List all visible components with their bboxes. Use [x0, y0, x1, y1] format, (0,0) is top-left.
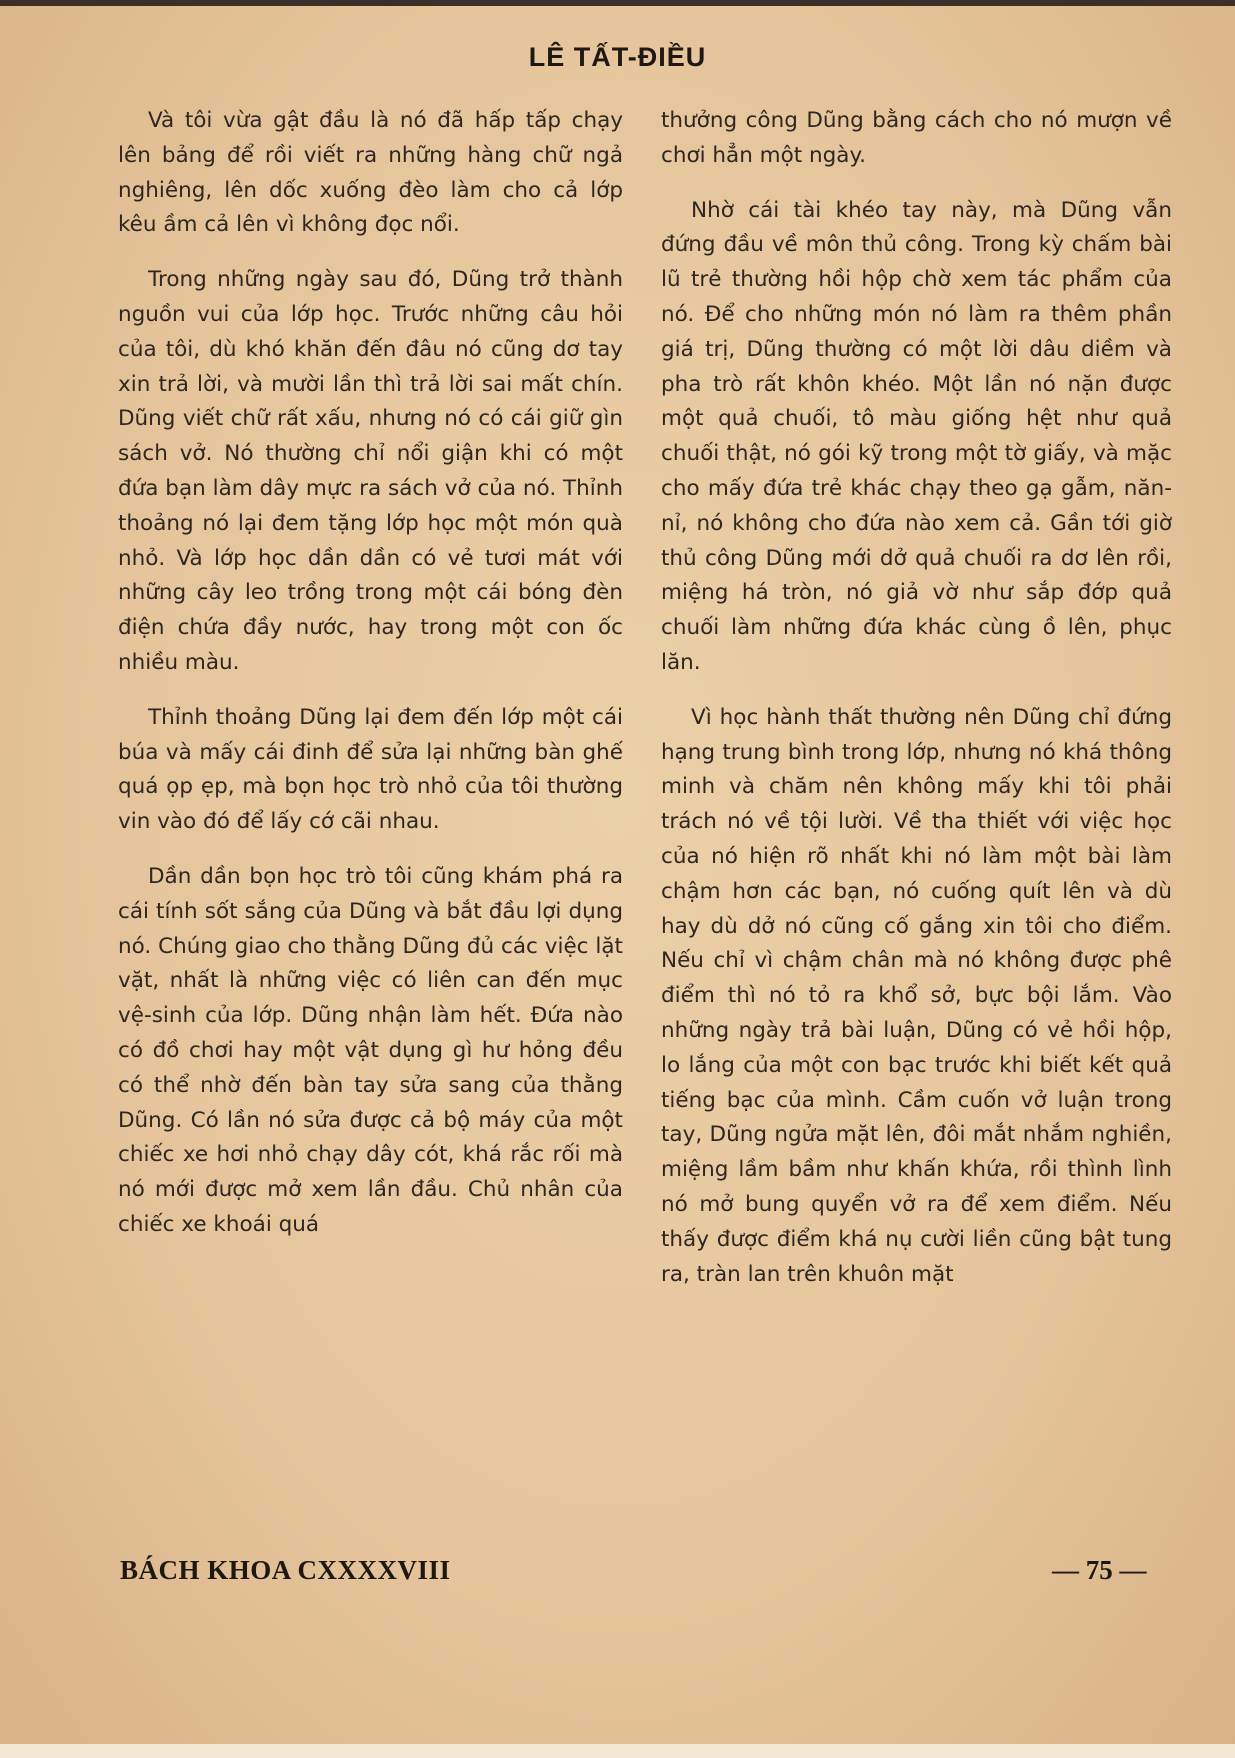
paragraph: Nhờ cái tài khéo tay này, mà Dũng vẫn đứng đầu về môn thủ công. Trong kỳ chấm bài lũ trẻ thường hồi hộp chờ xem tác phẩm của nó. Để cho những món nó làm ra thêm phần giá trị, Dũng thường có một lời dâu diềm và pha trò rất khôn khéo. Một lần nó nặn được một quả chuối, tô màu giống hệt như quả chuối thật, nó gói kỹ trong một tờ giấy, và mặc cho mấy đứa trẻ khác chạy theo gạ gẫm, năn-nỉ, nó không cho đứa nào xem cả. Gần tới giờ thủ công Dũng mới dở quả chuối ra dơ lên rồi, miệng há tròn, nó giả vờ như sắp đớp quả chuối làm những đứa khác cùng ồ lên, phục lăn. [661, 197, 1172, 675]
paragraph: Và tôi vừa gật đầu là nó đã hấp tấp chạy lên bảng để rồi viết ra những hàng chữ ngả nghiêng, lên dốc xuống đèo làm cho cả lớp kêu ầm cả lên vì không đọc nổi. [118, 108, 623, 238]
paragraph-continued: thưởng công Dũng bằng cách cho nó mượn về chơi hẳn một ngày. [661, 108, 1172, 168]
footer-publication: BÁCH KHOA CXXXXVIII [120, 1555, 451, 1585]
paragraph: Thỉnh thoảng Dũng lại đem đến lớp một cái búa và mấy cái đinh để sửa lại những bàn ghế quá ọp ẹp, mà bọn học trò nhỏ của tôi thường vin vào đó để lấy cớ cãi nhau. [118, 704, 623, 835]
footer-page-number: — 75 — [1052, 1555, 1147, 1585]
paragraph: Vì học hành thất thường nên Dũng chỉ đứng hạng trung bình trong lớp, nhưng nó khá thông minh và chăm nên không mấy khi tôi phải trách nó về tội lười. Về tha thiết với việc học của nó hiện rõ nhất khi nó làm một bài làm chậm hơn các bạn, nó cuống quít lên và dù hay dù dở nó cũng cố gắng xin tôi cho điểm. Nếu chỉ vì chậm chân mà nó không được phê điểm thì nó tỏ ra khổ sở, bực bội lắm. Vào những ngày trả bài luận, Dũng có vẻ hồi hộp, lo lắng của một con bạc trước khi biết kết quả tiếng bạc của mình. Cầm cuốn vở luận trong tay, Dũng ngửa mặt lên, đôi mắt nhắm nghiền, miệng lầm bầm như khấn khứa, rồi thình lình nó mở bung quyển vở ra để xem điểm. Nếu thấy được điểm khá nụ cười liền cũng bật tung ra, tràn lan trên khuôn mặt [661, 704, 1172, 1287]
paragraph: Dần dần bọn học trò tôi cũng khám phá ra cái tính sốt sắng của Dũng và bắt đầu lợi dụng nó. Chúng giao cho thằng Dũng đủ các việc lặt vặt, nhất là những việc có liên can đến mục vệ-sinh của lớp. Dũng nhận làm hết. Đứa nào có đồ chơi hay một vật dụng gì hư hỏng đều có thể nhờ đến bàn tay sửa sang của thằng Dũng. Có lần nó sửa được cả bộ máy của một chiếc xe hơi nhỏ chạy dây cót, khá rắc rối mà nó mới được mở xem lần đầu. Chủ nhân của chiếc xe khoái quá [118, 863, 623, 1237]
bottom-edge [0, 1744, 1235, 1758]
left-column [118, 104, 623, 1263]
paragraph: Trong những ngày sau đó, Dũng trở thành nguồn vui của lớp học. Trước những câu hỏi của tôi, dù khó khăn đến đâu nó cũng dơ tay xin trả lời, và mười lần thì trả lời sai mất chín. Dũng viết chữ rất xấu, nhưng nó có cái giữ gìn sách vở. Nó thường chỉ nổi giận khi có một đứa bạn làm dây mực ra sách vở của nó. Thỉnh thoảng nó lại đem tặng lớp học một món quà nhỏ. Và lớp học dần dần có vẻ tươi mát với những cây leo trồng trong một cái bóng đèn điện chứa đầy nước, hay trong một con ốc nhiều màu. [118, 267, 623, 675]
top-border [0, 0, 1235, 6]
page-header-author: LÊ TẤT-ĐIỀU [528, 42, 707, 72]
right-column [661, 104, 1172, 1312]
